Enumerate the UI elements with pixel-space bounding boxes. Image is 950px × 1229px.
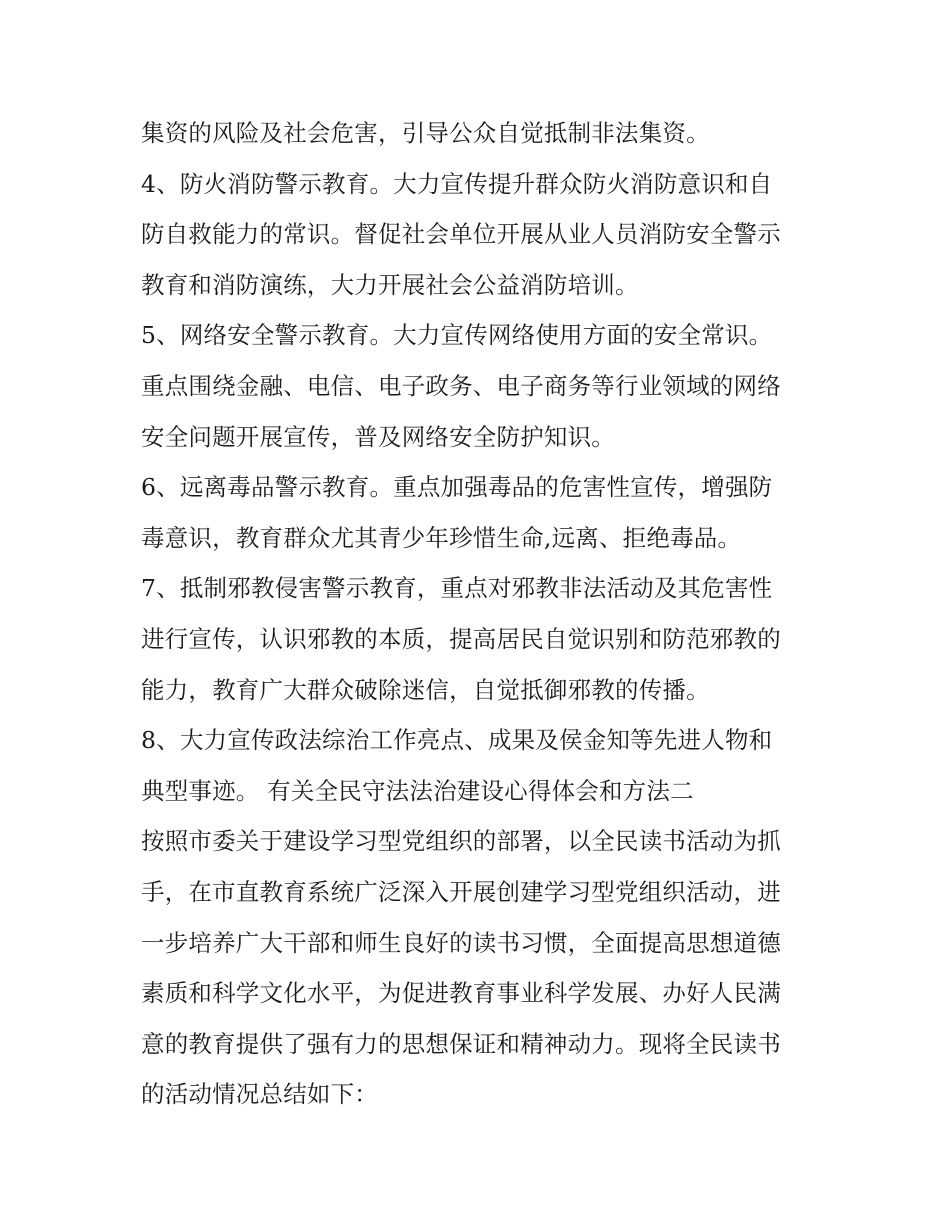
text-line: 素质和科学文化水平，为促进教育事业科学发展、办好人民满: [141, 979, 781, 1008]
document-page: [141, 108, 821, 1120]
text-line: 典型事迹。 有关全民守法法治建设心得体会和方法二: [141, 776, 694, 805]
text-line: 按照市委关于建设学习型党组织的部署，以全民读书活动为抓: [141, 827, 781, 856]
text-line: 7、抵制邪教侵害警示教育，重点对邪教非法活动及其危害性: [141, 574, 773, 603]
text-line: 4、防火消防警示教育。大力宣传提升群众防火消防意识和自: [141, 169, 773, 198]
text-line: 5、网络安全警示教育。大力宣传网络使用方面的安全常识。: [141, 321, 773, 350]
text-line: 意的教育提供了强有力的思想保证和精神动力。现将全民读书: [141, 1029, 781, 1058]
text-line: 手，在市直教育系统广泛深入开展创建学习型党组织活动，进: [141, 877, 781, 906]
text-line: 防自救能力的常识。督促社会单位开展从业人员消防安全警示: [141, 220, 781, 249]
text-line: 重点围绕金融、电信、电子政务、电子商务等行业领域的网络: [141, 371, 781, 400]
text-line: 一步培养广大干部和师生良好的读书习惯，全面提高思想道德: [141, 928, 781, 957]
text-line: 毒意识，教育群众尤其青少年珍惜生命,远离、拒绝毒品。: [141, 523, 742, 552]
text-line: 的活动情况总结如下：: [141, 1080, 378, 1109]
text-line: 6、远离毒品警示教育。重点加强毒品的危害性宣传，增强防: [141, 473, 773, 502]
text-line: 进行宣传，认识邪教的本质，提高居民自觉识别和防范邪教的: [141, 624, 781, 653]
text-line: 教育和消防演练，大力开展社会公益消防培训。: [141, 270, 639, 299]
text-line: 能力，教育广大群众破除迷信，自觉抵御邪教的传播。: [141, 675, 710, 704]
text-line: 安全问题开展宣传，普及网络安全防护知识。: [141, 422, 615, 451]
text-line: 8、大力宣传政法综治工作亮点、成果及侯金知等先进人物和: [141, 726, 773, 755]
text-line: 集资的风险及社会危害，引导公众自觉抵制非法集资。: [141, 119, 710, 147]
